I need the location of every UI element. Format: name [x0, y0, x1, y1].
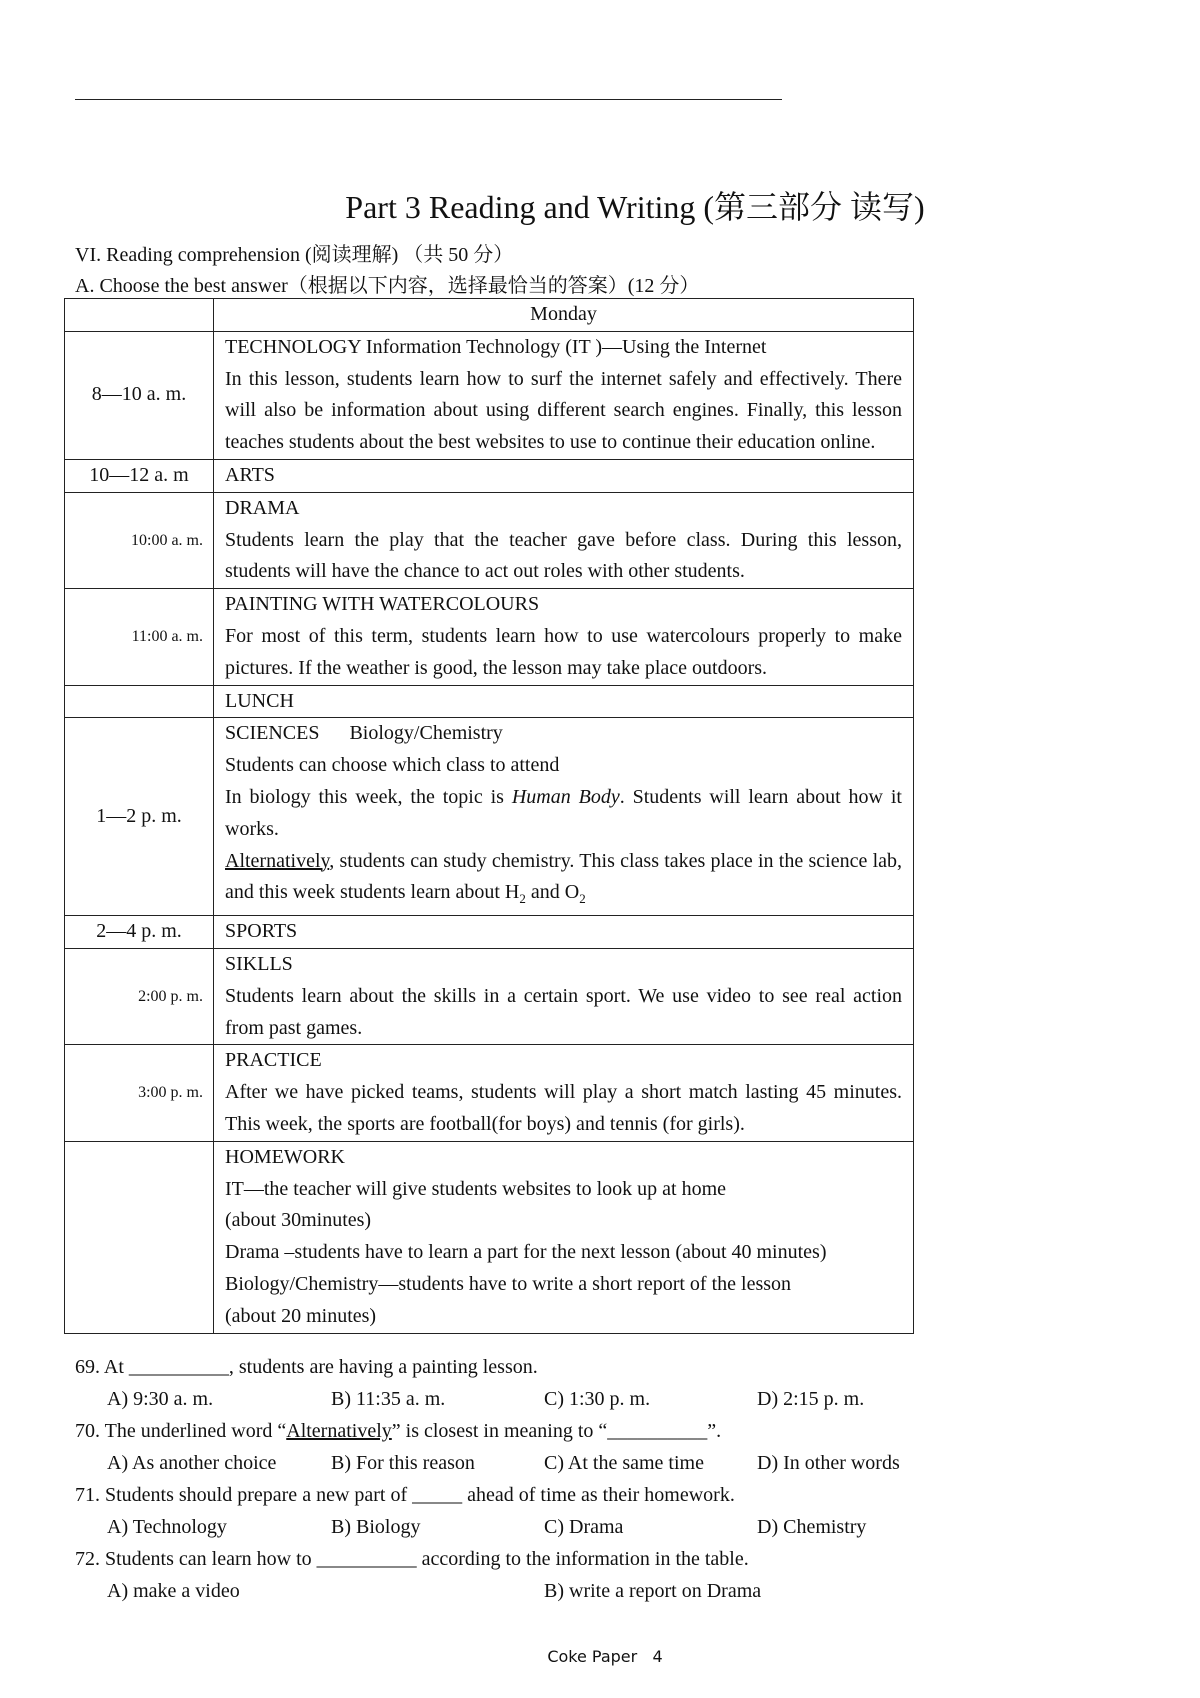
lesson-text: In biology this week, the topic is Human Body. Students will learn about how it works. [225, 785, 902, 840]
painting-cell [214, 589, 914, 685]
table-row [65, 718, 914, 916]
table-row [65, 299, 914, 332]
option-d: D) Chemistry [757, 1516, 867, 1538]
question-70: 70. The underlined word “Alternatively” is closest in meaning to “__________”. [75, 1420, 722, 1442]
table-row [65, 1141, 914, 1333]
schedule-table [64, 298, 914, 1334]
question-71: 71. Students should prepare a new part of _____ ahead of time as their homework. [75, 1484, 735, 1506]
table-row [65, 685, 914, 718]
option-b: B) 11:35 a. m. [331, 1388, 446, 1410]
table-header-day: Monday [214, 299, 914, 332]
sciences-cell [214, 718, 914, 916]
lesson-text: After we have picked teams, students will play a short match lasting 45 minutes. This week, the sports are football(for boys) and tennis (for girls). [225, 1081, 902, 1135]
homework-item: (about 30minutes) [225, 1209, 372, 1232]
table-row [65, 589, 914, 685]
table-row [65, 916, 914, 949]
option-c: C) At the same time [544, 1452, 704, 1474]
option-a: A) As another choice [107, 1452, 277, 1474]
drama-cell [214, 492, 914, 588]
section-heading: VI. Reading comprehension (阅读理解) （共 50 分） [75, 244, 514, 266]
homework-item: Drama –students have to learn a part for the next lesson (about 40 minutes) [225, 1241, 827, 1264]
homework-item: Biology/Chemistry—students have to write a short report of the lesson [225, 1272, 792, 1295]
option-d: D) 2:15 p. m. [757, 1388, 865, 1410]
table-row [65, 1045, 914, 1141]
page-title: Part 3 Reading and Writing (第三部分 读写) [345, 189, 925, 225]
option-c: C) 1:30 p. m. [544, 1388, 651, 1410]
lesson-title: DRAMA [225, 496, 300, 519]
time-cell: 10—12 a. m [65, 459, 214, 492]
option-a: A) 9:30 a. m. [107, 1388, 214, 1410]
time-cell: 3:00 p. m. [65, 1045, 214, 1141]
arts-cell: ARTS [214, 459, 914, 492]
lesson-title: PRACTICE [225, 1049, 322, 1072]
lesson-text: For most of this term, students learn how to use watercolours properly to make pictures. If the weather is good, the lesson may take place outdoors. [225, 624, 902, 679]
lesson-title: TECHNOLOGY Information Technology (IT )—Using the Internet [225, 335, 767, 358]
lesson-text: Students learn the play that the teacher gave before class. During this lesson, students will have the chance to act out roles with other students. [225, 528, 902, 583]
subsection-heading: A. Choose the best answer（根据以下内容，选择最恰当的答案）(12 分） [75, 275, 700, 297]
lesson-title: SIKLLS [225, 952, 293, 975]
lesson-title: SCIENCES Biology/Chemistry [225, 722, 503, 745]
time-cell: 2:00 p. m. [65, 948, 214, 1044]
underlined-word: Alternatively [286, 1420, 392, 1442]
table-row [65, 948, 914, 1044]
lesson-text: Students can choose which class to attend [225, 754, 560, 777]
option-c: C) Drama [544, 1516, 624, 1538]
it-cell [214, 331, 914, 459]
option-b: B) Biology [331, 1516, 421, 1538]
homework-item: IT—the teacher will give students websites to look up at home [225, 1177, 726, 1200]
lunch-cell: LUNCH [214, 685, 914, 718]
table-row [65, 459, 914, 492]
time-cell: 2—4 p. m. [65, 916, 214, 949]
option-a: A) Technology [107, 1516, 227, 1538]
option-b: B) write a report on Drama [544, 1580, 762, 1602]
table-row [65, 331, 914, 459]
time-cell: 1—2 p. m. [65, 718, 214, 916]
skills-cell [214, 948, 914, 1044]
lesson-title: PAINTING WITH WATERCOLOURS [225, 593, 540, 616]
sports-cell: SPORTS [214, 916, 914, 949]
practice-cell [214, 1045, 914, 1141]
option-d: D) In other words [757, 1452, 900, 1474]
top-rule [75, 99, 782, 100]
option-b: B) For this reason [331, 1452, 475, 1474]
lesson-title: HOMEWORK [225, 1145, 345, 1168]
time-cell: 11:00 a. m. [65, 589, 214, 685]
table-row [65, 492, 914, 588]
time-cell: 10:00 a. m. [65, 492, 214, 588]
lesson-text: Students learn about the skills in a certain sport. We use video to see real action from past games. [225, 984, 902, 1039]
option-a: A) make a video [107, 1580, 240, 1602]
time-cell: 8—10 a. m. [65, 331, 214, 459]
question-72: 72. Students can learn how to __________ according to the information in the table. [75, 1548, 749, 1570]
page-footer: Coke Paper 4 [547, 1647, 663, 1666]
lesson-text: In this lesson, students learn how to surf the internet safely and effectively. There will also be information about using different search engines. Finally, this lesson teaches students about the best websites to use to continue their education online. [225, 367, 902, 454]
homework-item: (about 20 minutes) [225, 1304, 377, 1327]
homework-cell [214, 1141, 914, 1333]
lesson-text: Alternatively, students can study chemistry. This class takes place in the science lab, and this week students learn about $H_2$ and $O_2$ [225, 849, 902, 907]
underlined-word: Alternatively [225, 849, 330, 872]
question-69: 69. At __________, students are having a painting lesson. [75, 1356, 538, 1378]
